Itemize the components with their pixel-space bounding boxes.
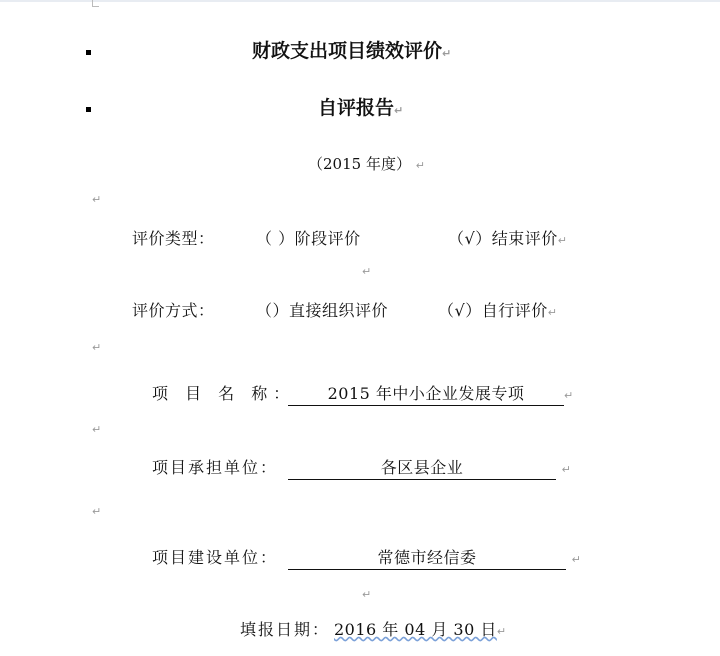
fill-date-value: 2016 年 04 月 30 日 <box>334 620 497 639</box>
year-text: （2015 年度） <box>308 155 411 173</box>
paragraph-mark: ↵ <box>92 341 102 354</box>
construction-unit-label: 项目建设单位： <box>152 548 279 567</box>
paragraph-mark: ↵ <box>92 505 102 518</box>
paragraph-mark: ↵ <box>557 234 568 247</box>
margin-corner-mark <box>92 0 99 7</box>
paragraph-mark: ↵ <box>362 588 372 601</box>
eval-method-option-direct: （）直接组织评价 <box>256 301 389 320</box>
eval-method-label: 评价方式： <box>132 301 215 320</box>
paragraph-mark: ↵ <box>547 306 558 319</box>
paragraph-mark: ↵ <box>362 265 372 278</box>
page-top-edge <box>0 0 720 2</box>
project-name-value: 2015 年中小企业发展专项 <box>288 381 564 406</box>
undertaking-unit-row <box>288 455 571 480</box>
report-title-line1 <box>252 36 451 63</box>
list-bullet <box>86 107 91 112</box>
eval-type-option-final <box>448 226 567 249</box>
paragraph-mark: ↵ <box>442 47 452 60</box>
construction-unit-value: 常德市经信委 <box>288 545 566 570</box>
paragraph-mark: ↵ <box>571 553 582 566</box>
fill-date-row <box>334 617 507 640</box>
paragraph-mark: ↵ <box>564 389 574 402</box>
undertaking-unit-value: 各区县企业 <box>288 455 556 480</box>
list-bullet <box>86 50 91 55</box>
title-line1-text: 财政支出项目绩效评价 <box>252 40 443 62</box>
eval-method-option-self-text: （√）自行评价 <box>438 301 548 320</box>
paragraph-mark: ↵ <box>415 159 425 172</box>
paragraph-mark: ↵ <box>92 423 102 436</box>
paragraph-mark: ↵ <box>92 193 102 206</box>
project-name-label: 项 目 名 称： <box>152 384 296 403</box>
paragraph-mark: ↵ <box>394 104 404 117</box>
eval-type-label: 评价类型： <box>132 229 215 248</box>
title-line2-text: 自评报告 <box>318 97 395 119</box>
paragraph-mark: ↵ <box>496 625 507 638</box>
report-title-line2 <box>318 93 403 120</box>
eval-type-option-stage: （ ）阶段评价 <box>256 229 361 248</box>
paragraph-mark: ↵ <box>561 463 572 476</box>
eval-type-option-final-text: （√）结束评价 <box>448 229 558 248</box>
fill-date-label: 填报日期： <box>240 620 331 639</box>
report-year <box>308 153 425 174</box>
eval-method-option-self <box>438 298 557 321</box>
project-name-row <box>288 381 574 406</box>
construction-unit-row <box>288 545 581 570</box>
undertaking-unit-label: 项目承担单位： <box>152 458 279 477</box>
